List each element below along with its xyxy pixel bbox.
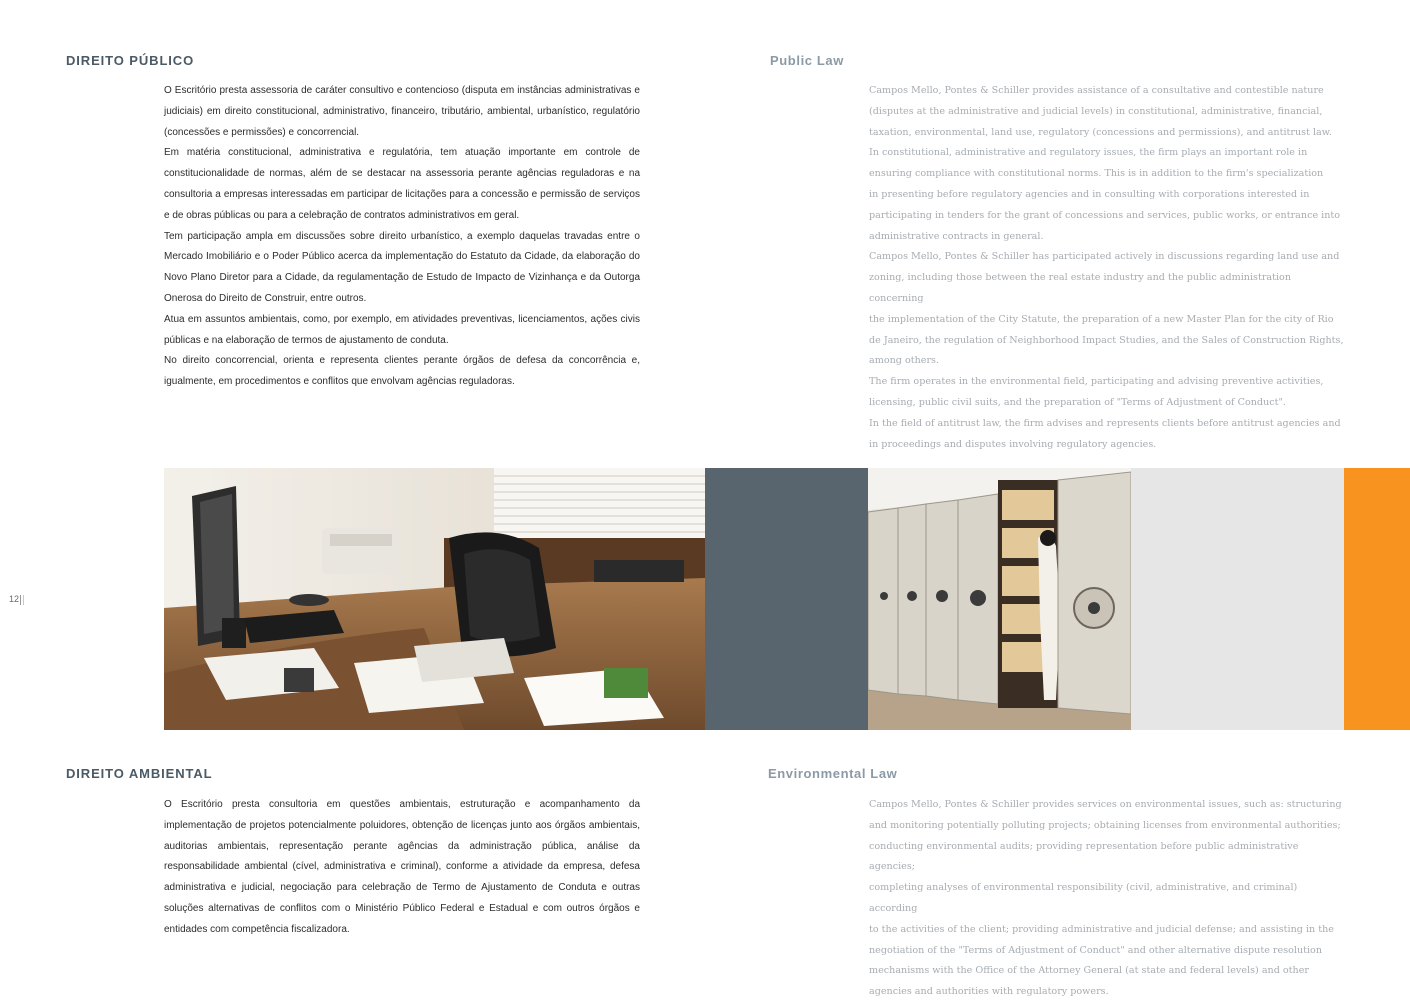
text-line: conducting environmental audits; providing representation before public administrative agencies; bbox=[869, 840, 1299, 873]
heading-environmental-law: Environmental Law bbox=[768, 766, 898, 781]
text-line: de Janeiro, the regulation of Neighborhood Impact Studies, and the Sales of Construction Rights, bbox=[869, 334, 1344, 346]
slate-color-block bbox=[705, 468, 868, 730]
text-line: participating in tenders for the grant of concessions and services, public works, or entrance into bbox=[869, 209, 1341, 221]
text-line: and monitoring potentially polluting projects; obtaining licenses from environmental authorities; bbox=[869, 819, 1341, 831]
paragraph: O Escritório presta consultoria em questões ambientais, estruturação e acompanhamento da implementação de projetos potencialmente poluidores, obtenção de licenças junto aos órgãos ambientais, auditorias ambientais, representação perante agências da administração pública, análise da responsabilidade ambiental (cível, administrativa e criminal), conforme a atividade da empresa, defesa administrativa e judicial, negociação para celebração de Termo de Ajustamento de Conduta e outras soluções alternativas de conflitos com o Ministério Público Federal e Estadual e com outros órgãos e entidades com competência fiscalizadora. bbox=[164, 799, 640, 935]
text-line: completing analyses of environmental responsibility (civil, administrative, and criminal) according bbox=[869, 882, 1298, 914]
text-line: negotiation of the "Terms of Adjustment of Conduct" and other alternative dispute resolution bbox=[869, 944, 1323, 956]
office-desk-photo bbox=[164, 468, 705, 730]
text-line: licensing, public civil suits, and the preparation of "Terms of Adjustment of Conduct". bbox=[869, 396, 1286, 408]
page-number-divider bbox=[20, 595, 21, 605]
text-line: In constitutional, administrative and regulatory issues, the firm plays an important role in bbox=[869, 147, 1308, 159]
paragraph: Atua em assuntos ambientais, como, por exemplo, em atividades preventivas, licenciamentos, ações civis públicas e na elaboração de termos de ajustamento de conduta. bbox=[164, 313, 640, 346]
orange-color-block bbox=[1344, 468, 1410, 730]
text-line: among others. bbox=[869, 355, 940, 367]
public-law-body-en bbox=[869, 81, 1345, 455]
paragraph: O Escritório presta assessoria de caráter consultivo e contencioso (disputa em instâncias administrativas e judiciais) em direito constitucional, administrativo, financeiro, tributário, ambiental, urbanístico, regulatório (concessões e permissões) e concorrencial. bbox=[164, 85, 640, 138]
text-line: Campos Mello, Pontes & Schiller has participated actively in discussions regarding land use and bbox=[869, 251, 1340, 263]
text-line: In the field of antitrust law, the firm advises and represents clients before antitrust agencies and bbox=[869, 417, 1341, 429]
text-line: mechanisms with the Office of the Attorney General (at state and federal levels) and other bbox=[869, 965, 1309, 977]
paragraph: Tem participação ampla em discussões sobre direito urbanístico, a exemplo daquelas travadas entre o Mercado Imobiliário e o Poder Público acerca da implementação do Estatuto da Cidade, da elaboração do Novo Plano Diretor para a Cidade, da regulamentação de Estudo de Impacto de Vizinhança e da Outorga Onerosa do Direito de Construir, entre outros. bbox=[164, 230, 640, 304]
text-line: administrative contracts in general. bbox=[869, 230, 1044, 242]
text-line: (disputes at the administrative and judicial levels) in constitutional, administrative, financial, bbox=[869, 105, 1323, 117]
text-line: taxation, environmental, land use, regulatory (concessions and permissions), and antitrust law. bbox=[869, 126, 1332, 138]
text-line: zoning, including those between the real estate industry and the public administration concerning bbox=[869, 272, 1292, 304]
heading-direito-ambiental: DIREITO AMBIENTAL bbox=[66, 766, 213, 781]
archive-shelves-photo bbox=[868, 468, 1131, 730]
public-law-body-pt bbox=[164, 81, 640, 393]
text-line: in presenting before regulatory agencies and in consulting with corporations interested in bbox=[869, 188, 1310, 200]
heading-direito-publico: DIREITO PÚBLICO bbox=[66, 53, 195, 68]
heading-public-law: Public Law bbox=[770, 53, 844, 68]
text-line: to the activities of the client; providing administrative and judicial defense; and assisting in the bbox=[869, 923, 1334, 935]
paragraph: No direito concorrencial, orienta e representa clientes perante órgãos de defesa da concorrência e, igualmente, em procedimentos e conflitos que envolvam agências reguladoras. bbox=[164, 355, 640, 388]
text-line: in proceedings and disputes involving regulatory agencies. bbox=[869, 438, 1157, 450]
paragraph: Em matéria constitucional, administrativa e regulatória, tem atuação importante em controle de constitucionalidade de normas, além de se destacar na assessoria perante agências reguladoras e na consultoria a empresas interessadas em participar de licitações para a concessão e permissão de serviços e de obras públicas ou para a celebração de contratos administrativos em geral. bbox=[164, 147, 640, 221]
text-line: ensuring compliance with constitutional norms. This is in addition to the firm's specialization bbox=[869, 168, 1324, 180]
text-line: Campos Mello, Pontes & Schiller provides services on environmental issues, such as: structuring bbox=[869, 799, 1342, 810]
page-number-divider-secondary bbox=[23, 595, 24, 605]
environmental-law-body-pt bbox=[164, 795, 640, 941]
light-gray-color-block bbox=[1131, 468, 1344, 730]
text-line: agencies and authorities with regulatory powers. bbox=[869, 986, 1109, 998]
environmental-law-body-en bbox=[869, 795, 1345, 1003]
text-line: Campos Mello, Pontes & Schiller provides assistance of a consultative and contestible nature bbox=[869, 85, 1324, 96]
text-line: the implementation of the City Statute, the preparation of a new Master Plan for the city of Rio bbox=[869, 313, 1334, 325]
text-line: The firm operates in the environmental field, participating and advising preventive activities, bbox=[869, 376, 1324, 388]
page-number: 12 bbox=[9, 594, 20, 604]
